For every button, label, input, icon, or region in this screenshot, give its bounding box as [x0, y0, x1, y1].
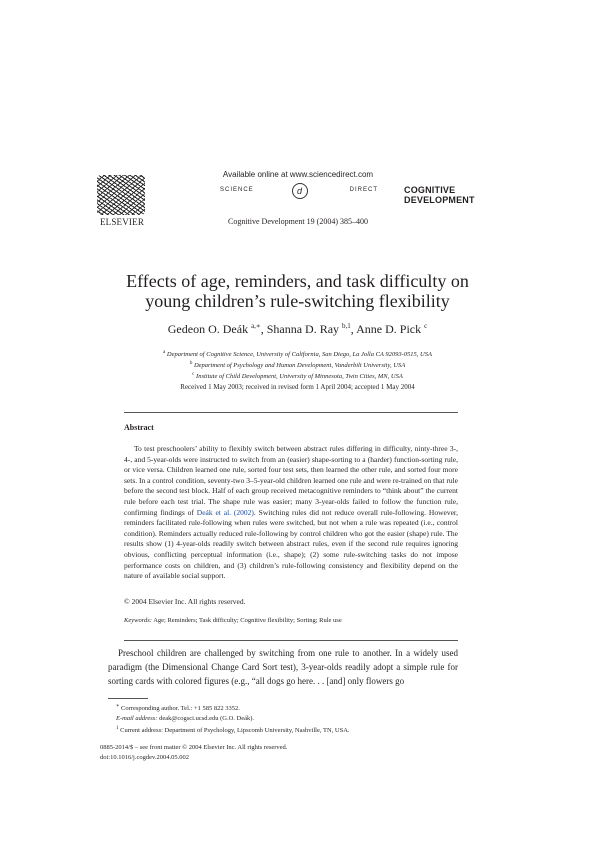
- sciencedirect-right: DIRECT: [349, 187, 378, 193]
- author-separator: ,: [260, 322, 267, 336]
- email-label: E-mail address:: [116, 715, 158, 723]
- sciencedirect-mark-icon: d: [292, 183, 308, 199]
- affiliation-text: Institute of Child Development, University of Minnesota, Twin Cities, MN, USA: [196, 373, 403, 381]
- footnotes: [108, 702, 458, 736]
- footnote-divider: [108, 698, 148, 699]
- divider-top: [124, 412, 458, 413]
- doi-line[interactable]: doi:10.1016/j.cogdev.2004.05.002: [100, 754, 189, 761]
- author-separator: ,: [350, 322, 357, 336]
- footnote-text: Corresponding author. Tel.: +1 585 822 3352.: [119, 705, 240, 713]
- affiliations: [90, 348, 505, 381]
- footnote-corresponding: [108, 702, 458, 714]
- abstract-heading: Abstract: [124, 423, 154, 432]
- keywords-list: Age; Reminders; Task difficulty; Cognitive flexibility; Sorting; Rule use: [151, 617, 342, 624]
- author-superscript[interactable]: b,1: [342, 322, 351, 330]
- received-dates: Received 1 May 2003; received in revised form 1 April 2004; accepted 1 May 2004: [180, 383, 415, 391]
- affiliation-text: Department of Psychology and Human Development, Vanderbilt University, USA: [193, 362, 406, 370]
- available-online-text: Available online at www.sciencedirect.com: [222, 170, 374, 179]
- footnote-email: [108, 714, 458, 724]
- title-line-1: Effects of age, reminders, and task difficulty on: [126, 271, 469, 291]
- affiliation-b: [90, 359, 505, 370]
- sciencedirect-left: SCIENCE: [220, 187, 254, 193]
- abstract-text-part2: . Switching rules did not reduce overall rule-following. However, reminders facilitated rule-following when rules were switched, but not when a rule was repeated (i.e., control condition). Reminders actually reduced rule-following by control children who got the easier (shape) rule. The results show (1) 4-year-olds readily switch between abstract rules, even if the second rule requires ignoring obvious, conflicting perceptual information (i.e., shape); (2) some rule-switching tasks do not impose performance costs on children, and (3) children’s rule-following consistency and flexibility depend on the nature of available social support.: [124, 507, 458, 581]
- elsevier-tree-icon: [97, 175, 145, 215]
- publisher-name: ELSEVIER: [99, 217, 145, 227]
- email-address[interactable]: deak@cogsci.ucsd.edu (G.O. Deák).: [157, 715, 255, 723]
- affiliation-a: [90, 348, 505, 359]
- citation-link[interactable]: Deák et al. (2002): [196, 507, 254, 517]
- article-title: [80, 271, 515, 311]
- affiliation-marker: b: [189, 361, 193, 367]
- affiliation-text: Department of Cognitive Science, University of California, San Diego, La Jolla CA 92093-0515, USA: [166, 351, 432, 359]
- title-line-2: young children’s rule-switching flexibility: [145, 291, 450, 311]
- abstract-text: [124, 444, 458, 582]
- affiliation-c: [90, 370, 505, 381]
- journal-logo-line1: COGNITIVE: [404, 185, 456, 195]
- abstract-text-part1: To test preschoolers’ ability to flexibly switch between abstract rules differing in difficulty, ninty-three 3-, 4-, and 5-year-olds were instructed to switch from an (easier) shape-sorting to a (harder) function-sorting rule, or vice versa. Children learned one rule, sorted four test sets, then learned the other rule, and sorted four more sets. In a control condition, seventy-two 3–5-year-old children learned one rule and were re-trained on that rule before the second test block. Half of each group received metacognitive reminders to “think about” the current rule before each test trial. The shape rule was easier; many 3-year-olds failed to follow the function rule, confirming findings of: [124, 444, 458, 517]
- author-name: Gedeon O. Deák: [167, 322, 249, 336]
- footnote-marker: ∗: [116, 704, 120, 709]
- author-name: Shanna D. Ray: [266, 322, 340, 336]
- footnote-text: Current address: Department of Psychology, Lipscomb University, Nashville, TN, USA.: [118, 727, 350, 735]
- affiliation-marker: c: [192, 372, 195, 378]
- sciencedirect-logo: [214, 183, 384, 201]
- journal-citation: Cognitive Development 19 (2004) 385–400: [228, 217, 368, 226]
- author-list: [80, 322, 515, 337]
- keywords-label: Keywords:: [124, 617, 152, 624]
- divider-bottom: [124, 640, 458, 641]
- author-superscript[interactable]: a,∗: [251, 322, 261, 330]
- author-name: Anne D. Pick: [356, 322, 422, 336]
- footnote-marker: 1: [116, 726, 119, 732]
- front-matter-line: 0885-2014/$ – see front matter © 2004 Elsevier Inc. All rights reserved.: [100, 744, 288, 751]
- journal-logo-line2: DEVELOPMENT: [404, 195, 475, 205]
- copyright-notice: © 2004 Elsevier Inc. All rights reserved.: [124, 597, 246, 606]
- journal-logo: [404, 185, 475, 205]
- keywords: [124, 617, 458, 624]
- elsevier-logo: [97, 175, 147, 227]
- footnote-current-address: [108, 724, 458, 736]
- doi-block: [100, 743, 400, 763]
- body-paragraph: Preschool children are challenged by switching from one rule to another. In a widely used paradigm (the Dimensional Change Card Sort test), 3-year-olds readily adopt a simple rule for sorting cards with colored figures (e.g., “all dogs go here. . . [and] only flowers go: [108, 648, 458, 686]
- affiliation-marker: a: [163, 350, 166, 355]
- author-superscript[interactable]: c: [424, 322, 428, 330]
